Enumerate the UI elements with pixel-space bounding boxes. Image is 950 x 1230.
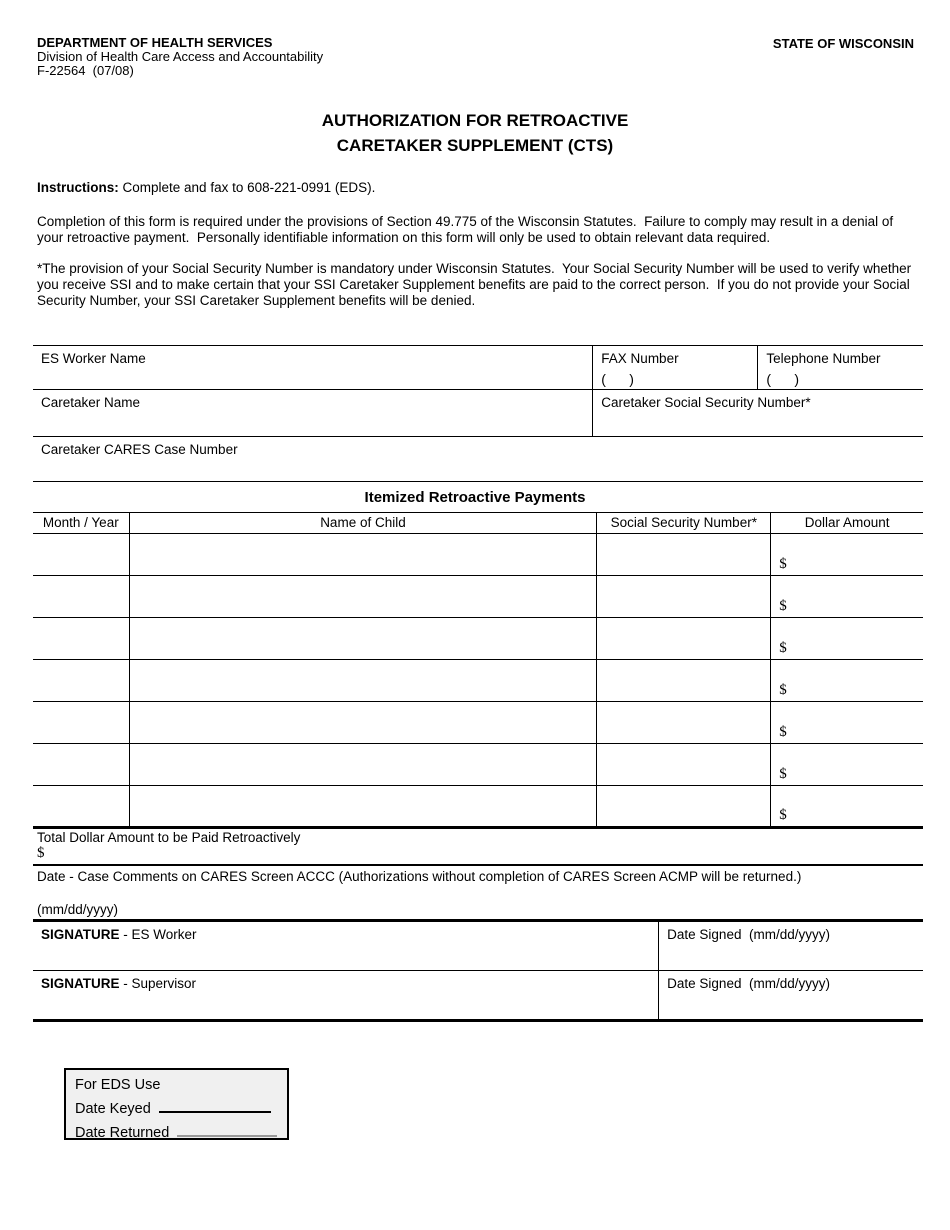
caretaker-ssn-label: Caretaker Social Security Number* (601, 395, 811, 410)
eds-box (64, 1068, 289, 1140)
fax-area-code-placeholder: ( ) (601, 371, 634, 387)
payment-row (33, 702, 923, 744)
comments-note: Date - Case Comments on CARES Screen ACCC (Authorizations without completion of CARES Screen ACMP will be returned.) (37, 869, 802, 884)
ssn-cell[interactable] (597, 786, 771, 828)
caretaker-ssn-field[interactable] (593, 390, 923, 437)
instructions (37, 180, 920, 195)
es-worker-name-field[interactable] (33, 346, 593, 390)
form-title-line2: CARETAKER SUPPLEMENT (CTS) (336, 136, 614, 155)
child-name-cell[interactable] (129, 618, 597, 660)
completion-notice: Completion of this form is required under the provisions of Section 49.775 of the Wisconsin Statutes. Failure to comply may result in a denial of your retroactive payment. Personally identifiable information on this form will only be used to obtain relevant data required. (37, 214, 897, 245)
signature-label-role: - Supervisor (119, 976, 197, 991)
dollar-sign: $ (779, 724, 787, 740)
dollar-sign: $ (779, 682, 787, 698)
ssn-cell[interactable] (597, 576, 771, 618)
fax-number-label: FAX Number (601, 351, 679, 366)
agency-block (37, 36, 323, 78)
total-amount-field[interactable] (33, 845, 923, 866)
date-signed-label: Date Signed (mm/dd/yyyy) (667, 927, 830, 942)
dollar-amount-cell[interactable] (771, 786, 923, 828)
payment-row (33, 744, 923, 786)
ssn-cell[interactable] (597, 660, 771, 702)
telephone-number-field[interactable] (758, 346, 923, 390)
dollar-amount-cell[interactable] (771, 744, 923, 786)
date-keyed-field[interactable] (159, 1100, 271, 1113)
child-name-cell[interactable] (129, 660, 597, 702)
dollar-sign: $ (779, 556, 787, 572)
itemized-payments-table (33, 512, 923, 829)
telephone-area-code-placeholder: ( ) (766, 371, 800, 387)
form-title (0, 108, 950, 158)
payment-row (33, 786, 923, 828)
signature-table (33, 919, 923, 1022)
dollar-sign: $ (779, 807, 787, 823)
ssn-cell[interactable] (597, 534, 771, 576)
total-label: Total Dollar Amount to be Paid Retroactively (37, 830, 301, 845)
fax-number-field[interactable] (593, 346, 758, 390)
worker-info-table (33, 345, 923, 482)
department-name: DEPARTMENT OF HEALTH SERVICES (37, 35, 273, 50)
child-name-cell[interactable] (129, 786, 597, 828)
caretaker-name-field[interactable] (33, 390, 593, 437)
dollar-amount-cell[interactable] (771, 576, 923, 618)
signature-label-bold: SIGNATURE (41, 976, 120, 991)
dollar-sign: $ (779, 640, 787, 656)
month-year-cell[interactable] (33, 702, 129, 744)
date-returned-field[interactable] (177, 1124, 277, 1137)
supervisor-signature-field[interactable] (33, 971, 659, 1021)
dollar-amount-cell[interactable] (771, 702, 923, 744)
date-keyed-label: Date Keyed (75, 1101, 151, 1117)
ssn-cell[interactable] (597, 702, 771, 744)
signature-label-bold: SIGNATURE (41, 927, 120, 942)
month-year-cell[interactable] (33, 576, 129, 618)
itemized-header-row (33, 513, 923, 534)
column-header-month-year: Month / Year (33, 513, 129, 534)
child-name-cell[interactable] (129, 744, 597, 786)
dollar-amount-cell[interactable] (771, 660, 923, 702)
instructions-label: Instructions: (37, 180, 119, 195)
form-header (37, 36, 914, 78)
telephone-number-label: Telephone Number (766, 351, 881, 366)
form-title-line1: AUTHORIZATION FOR RETROACTIVE (321, 111, 629, 130)
month-year-cell[interactable] (33, 786, 129, 828)
date-keyed-row (75, 1097, 287, 1121)
child-name-cell[interactable] (129, 576, 597, 618)
dollar-sign: $ (779, 598, 787, 614)
month-year-cell[interactable] (33, 534, 129, 576)
dollar-amount-cell[interactable] (771, 618, 923, 660)
total-dollar-sign: $ (37, 845, 45, 861)
payment-row (33, 660, 923, 702)
ssn-cell[interactable] (597, 618, 771, 660)
dollar-amount-cell[interactable] (771, 534, 923, 576)
form-number: F-22564 (07/08) (37, 63, 134, 78)
ssn-notice: *The provision of your Social Security Number is mandatory under Wisconsin Statutes. Your Social Security Number will be used to verify whether you receive SSI and to make certain that your SSI Caretaker Supplement benefits are paid to the correct person. If you do not provide your Social Security Number, your SSI Caretaker Supplement benefits will be denied. (37, 261, 915, 308)
month-year-cell[interactable] (33, 618, 129, 660)
payment-row (33, 618, 923, 660)
division-name: Division of Health Care Access and Accountability (37, 49, 324, 64)
es-worker-signature-field[interactable] (33, 921, 659, 971)
payment-row (33, 576, 923, 618)
date-returned-label: Date Returned (75, 1125, 170, 1141)
child-name-cell[interactable] (129, 534, 597, 576)
supervisor-date-signed-field[interactable] (659, 971, 923, 1021)
column-header-dollar-amount: Dollar Amount (771, 513, 923, 534)
date-format-note: (mm/dd/yyyy) (37, 902, 118, 917)
es-worker-name-label: ES Worker Name (41, 351, 146, 366)
month-year-cell[interactable] (33, 660, 129, 702)
month-year-cell[interactable] (33, 744, 129, 786)
dollar-sign: $ (779, 766, 787, 782)
state-name: STATE OF WISCONSIN (772, 36, 914, 51)
caretaker-name-label: Caretaker Name (41, 395, 141, 410)
eds-box-title: For EDS Use (75, 1077, 161, 1093)
es-worker-date-signed-field[interactable] (659, 921, 923, 971)
column-header-name-of-child: Name of Child (129, 513, 597, 534)
signature-label-role: - ES Worker (119, 927, 197, 942)
ssn-cell[interactable] (597, 744, 771, 786)
instructions-text: Complete and fax to 608-221-0991 (EDS). (118, 180, 376, 195)
date-signed-label: Date Signed (mm/dd/yyyy) (667, 976, 830, 991)
cares-case-number-field[interactable] (33, 437, 923, 482)
column-header-ssn: Social Security Number* (597, 513, 771, 534)
itemized-payments-title: Itemized Retroactive Payments (364, 489, 586, 506)
child-name-cell[interactable] (129, 702, 597, 744)
supervisor-signature-row (33, 971, 923, 1021)
cares-case-number-label: Caretaker CARES Case Number (41, 442, 238, 457)
payment-row (33, 534, 923, 576)
es-worker-signature-row (33, 921, 923, 971)
date-returned-row (75, 1121, 287, 1145)
